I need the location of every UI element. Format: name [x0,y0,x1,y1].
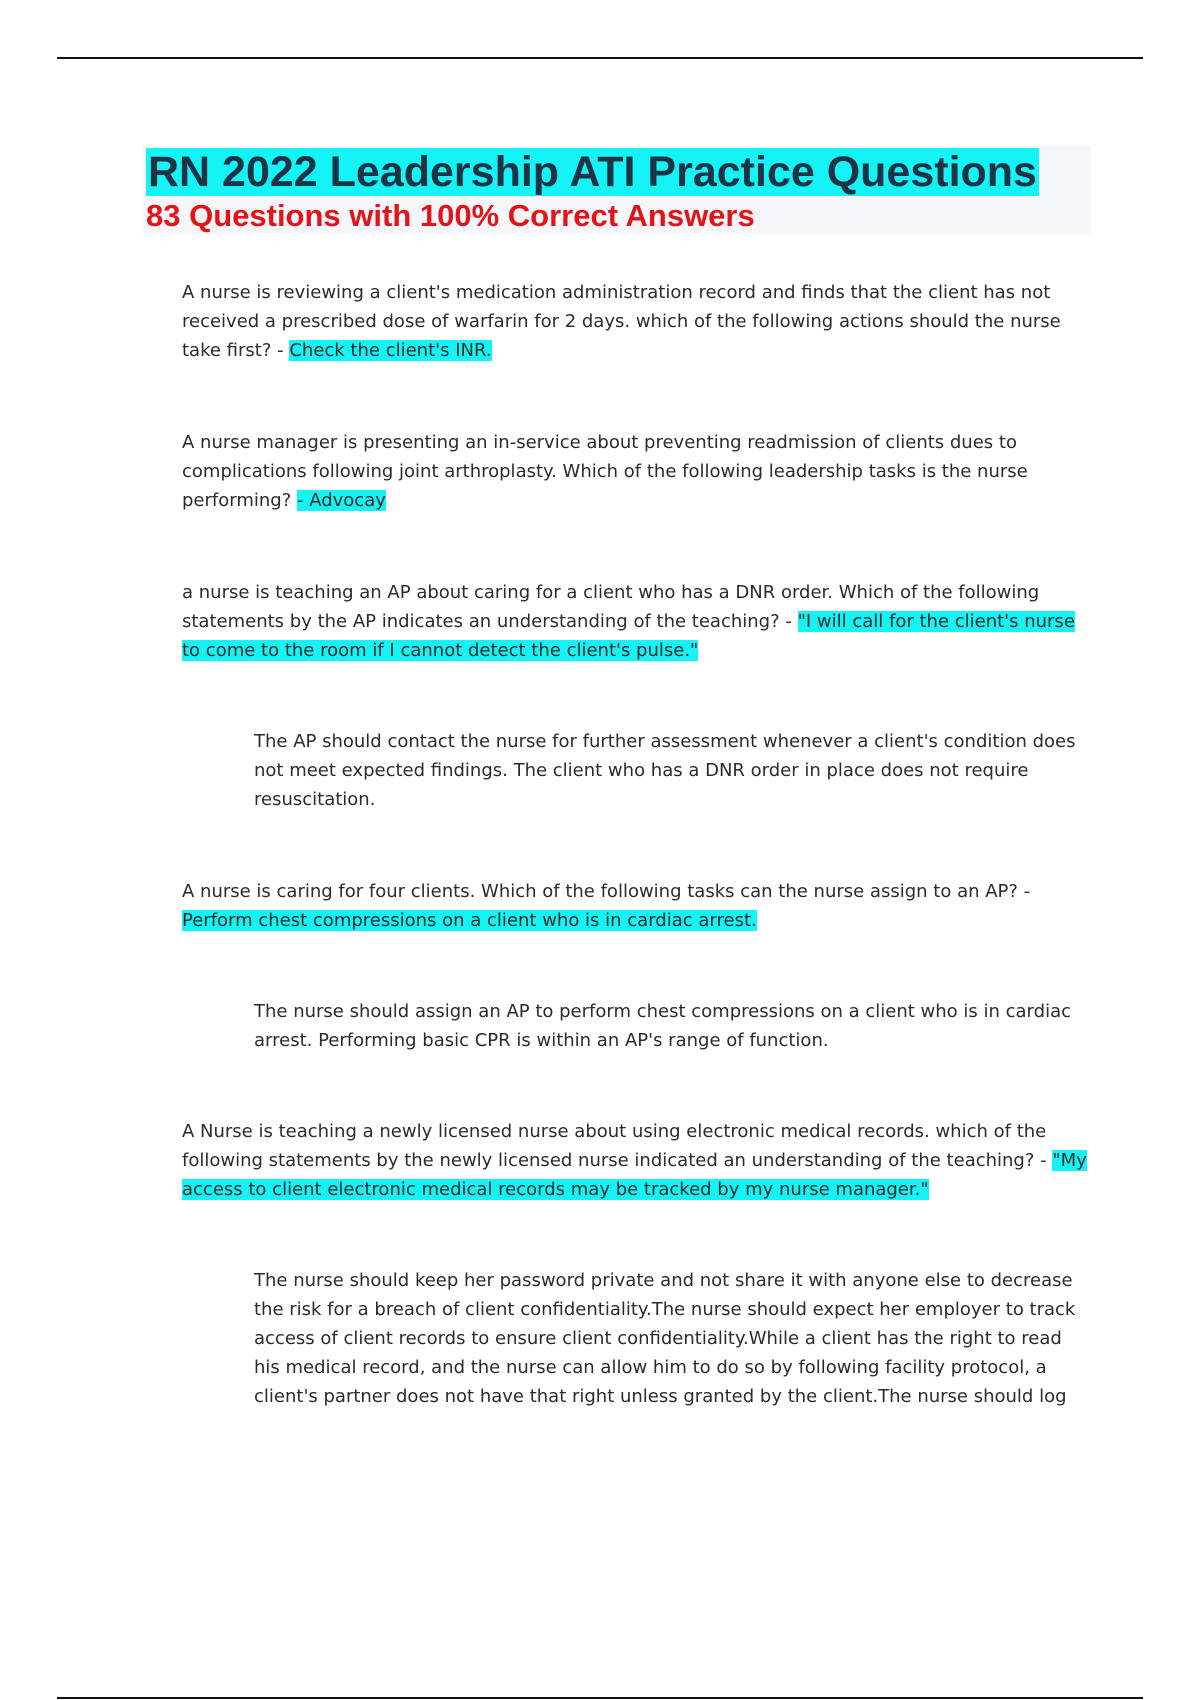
question-5 [182,1117,1088,1204]
answer-highlight: "I will call for the client's nurse to come to the room if I cannot detect the client's pulse." [182,611,1075,661]
top-rule [57,57,1143,59]
question-4 [182,877,1088,935]
answer-highlight: - Advocay [297,490,386,511]
question-text: A nurse is reviewing a client's medication administration record and finds that the client has not received a prescribed dose of warfarin for 2 days. which of the following actions should the nurse take first? - [182,282,1061,361]
document-title: RN 2022 Leadership ATI Practice Questions [148,148,1037,196]
question-text: A nurse is caring for four clients. Which of the following tasks can the nurse assign to an AP? - [182,881,1031,902]
rationale-3: The AP should contact the nurse for further assessment whenever a client's condition does not meet expected findings. The client who has a DNR order in place does not require resuscitation. [254,731,1076,810]
rationale-5: The nurse should keep her password private and not share it with anyone else to decrease the risk for a breach of client confidentiality.The nurse should expect her employer to track access of client records to ensure client confidentiality.While a client has the right to read his medical record, and the nurse can allow him to do so by following facility protocol, a client's partner does not have that right unless granted by the client.The nurse should log [254,1270,1076,1407]
question-text: A Nurse is teaching a newly licensed nurse about using electronic medical records. which of the following statements by the newly licensed nurse indicated an understanding of the teaching? - [182,1121,1047,1171]
document-subtitle: 83 Questions with 100% Correct Answers [146,198,755,233]
question-2 [182,428,1088,515]
question-3 [182,578,1088,665]
bottom-rule [57,1697,1143,1699]
answer-highlight: Perform chest compressions on a client who is in cardiac arrest. [182,910,757,931]
answer-highlight: Check the client's INR. [289,340,492,361]
question-1 [182,278,1088,365]
question-text: a nurse is teaching an AP about caring for a client who has a DNR order. Which of the following statements by the AP indicates an understanding of the teaching? - [182,582,1040,632]
rationale-4: The nurse should assign an AP to perform chest compressions on a client who is in cardiac arrest. Performing basic CPR is within an AP's range of function. [254,1001,1071,1051]
answer-highlight: "My access to client electronic medical records may be tracked by my nurse manager." [182,1150,1087,1200]
question-text: A nurse manager is presenting an in-service about preventing readmission of clients dues to complications following joint arthroplasty. Which of the following leadership tasks is the nurse performing? [182,432,1028,511]
